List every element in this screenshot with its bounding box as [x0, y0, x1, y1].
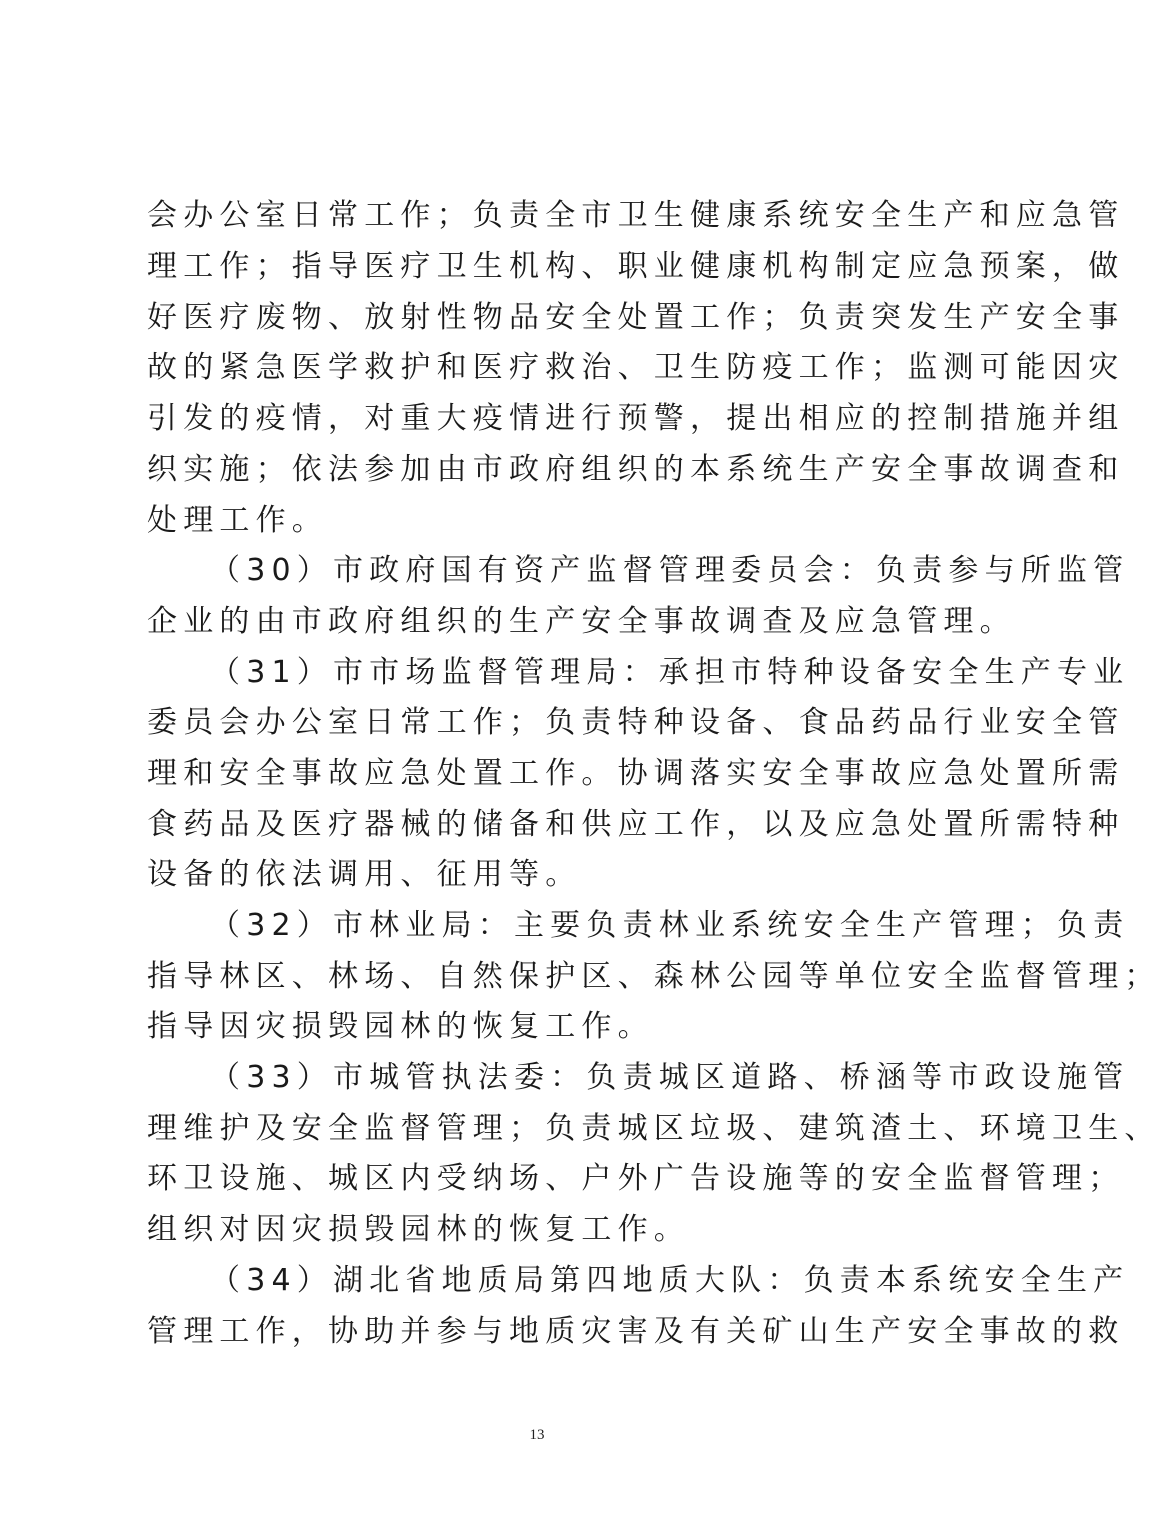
- text-line: 故的紧急医学救护和医疗救治、卫生防疫工作；监测可能因灾: [147, 350, 1125, 385]
- text-line: 会办公室日常工作；负责全市卫生健康系统安全生产和应急管: [147, 198, 1125, 233]
- text-line: 组织对因灾损毁园林的恢复工作。: [147, 1212, 690, 1247]
- text-line: 好医疗废物、放射性物品安全处置工作；负责突发生产安全事: [147, 300, 1125, 335]
- paragraph-start-line: （31）市市场监督管理局：承担市特种设备安全生产专业: [210, 655, 1130, 690]
- text-line: 处理工作。: [147, 503, 328, 538]
- paragraph-start-line: （32）市林业局：主要负责林业系统安全生产管理；负责: [210, 908, 1130, 943]
- text-line: 织实施；依法参加由市政府组织的本系统生产安全事故调查和: [147, 452, 1125, 487]
- text-line: 指导林区、林场、自然保护区、森林公园等单位安全监督管理；: [147, 959, 1161, 994]
- text-line: 理维护及安全监督管理；负责城区垃圾、建筑渣土、环境卫生、: [147, 1111, 1161, 1146]
- text-line: 设备的依法调用、征用等。: [147, 857, 582, 892]
- text-line: 指导因灾损毁园林的恢复工作。: [147, 1009, 654, 1044]
- page-number: 13: [529, 1427, 545, 1443]
- text-line: 理工作；指导医疗卫生机构、职业健康机构制定应急预案，做: [147, 249, 1125, 284]
- text-line: 企业的由市政府组织的生产安全事故调查及应急管理。: [147, 604, 1016, 639]
- text-line: 委员会办公室日常工作；负责特种设备、食品药品行业安全管: [147, 705, 1125, 740]
- paragraph-start-line: （33）市城管执法委：负责城区道路、桥涵等市政设施管: [210, 1060, 1130, 1095]
- paragraph-start-line: （34）湖北省地质局第四地质大队：负责本系统安全生产: [210, 1263, 1130, 1298]
- paragraph-start-line: （30）市政府国有资产监督管理委员会：负责参与所监管: [210, 553, 1130, 588]
- text-line: 管理工作，协助并参与地质灾害及有关矿山生产安全事故的救: [147, 1314, 1125, 1349]
- text-line: 理和安全事故应急处置工作。协调落实安全事故应急处置所需: [147, 756, 1125, 791]
- text-line: 食药品及医疗器械的储备和供应工作，以及应急处置所需特种: [147, 807, 1125, 842]
- text-line: 环卫设施、城区内受纳场、户外广告设施等的安全监督管理；: [147, 1161, 1125, 1196]
- text-line: 引发的疫情，对重大疫情进行预警，提出相应的控制措施并组: [147, 401, 1125, 436]
